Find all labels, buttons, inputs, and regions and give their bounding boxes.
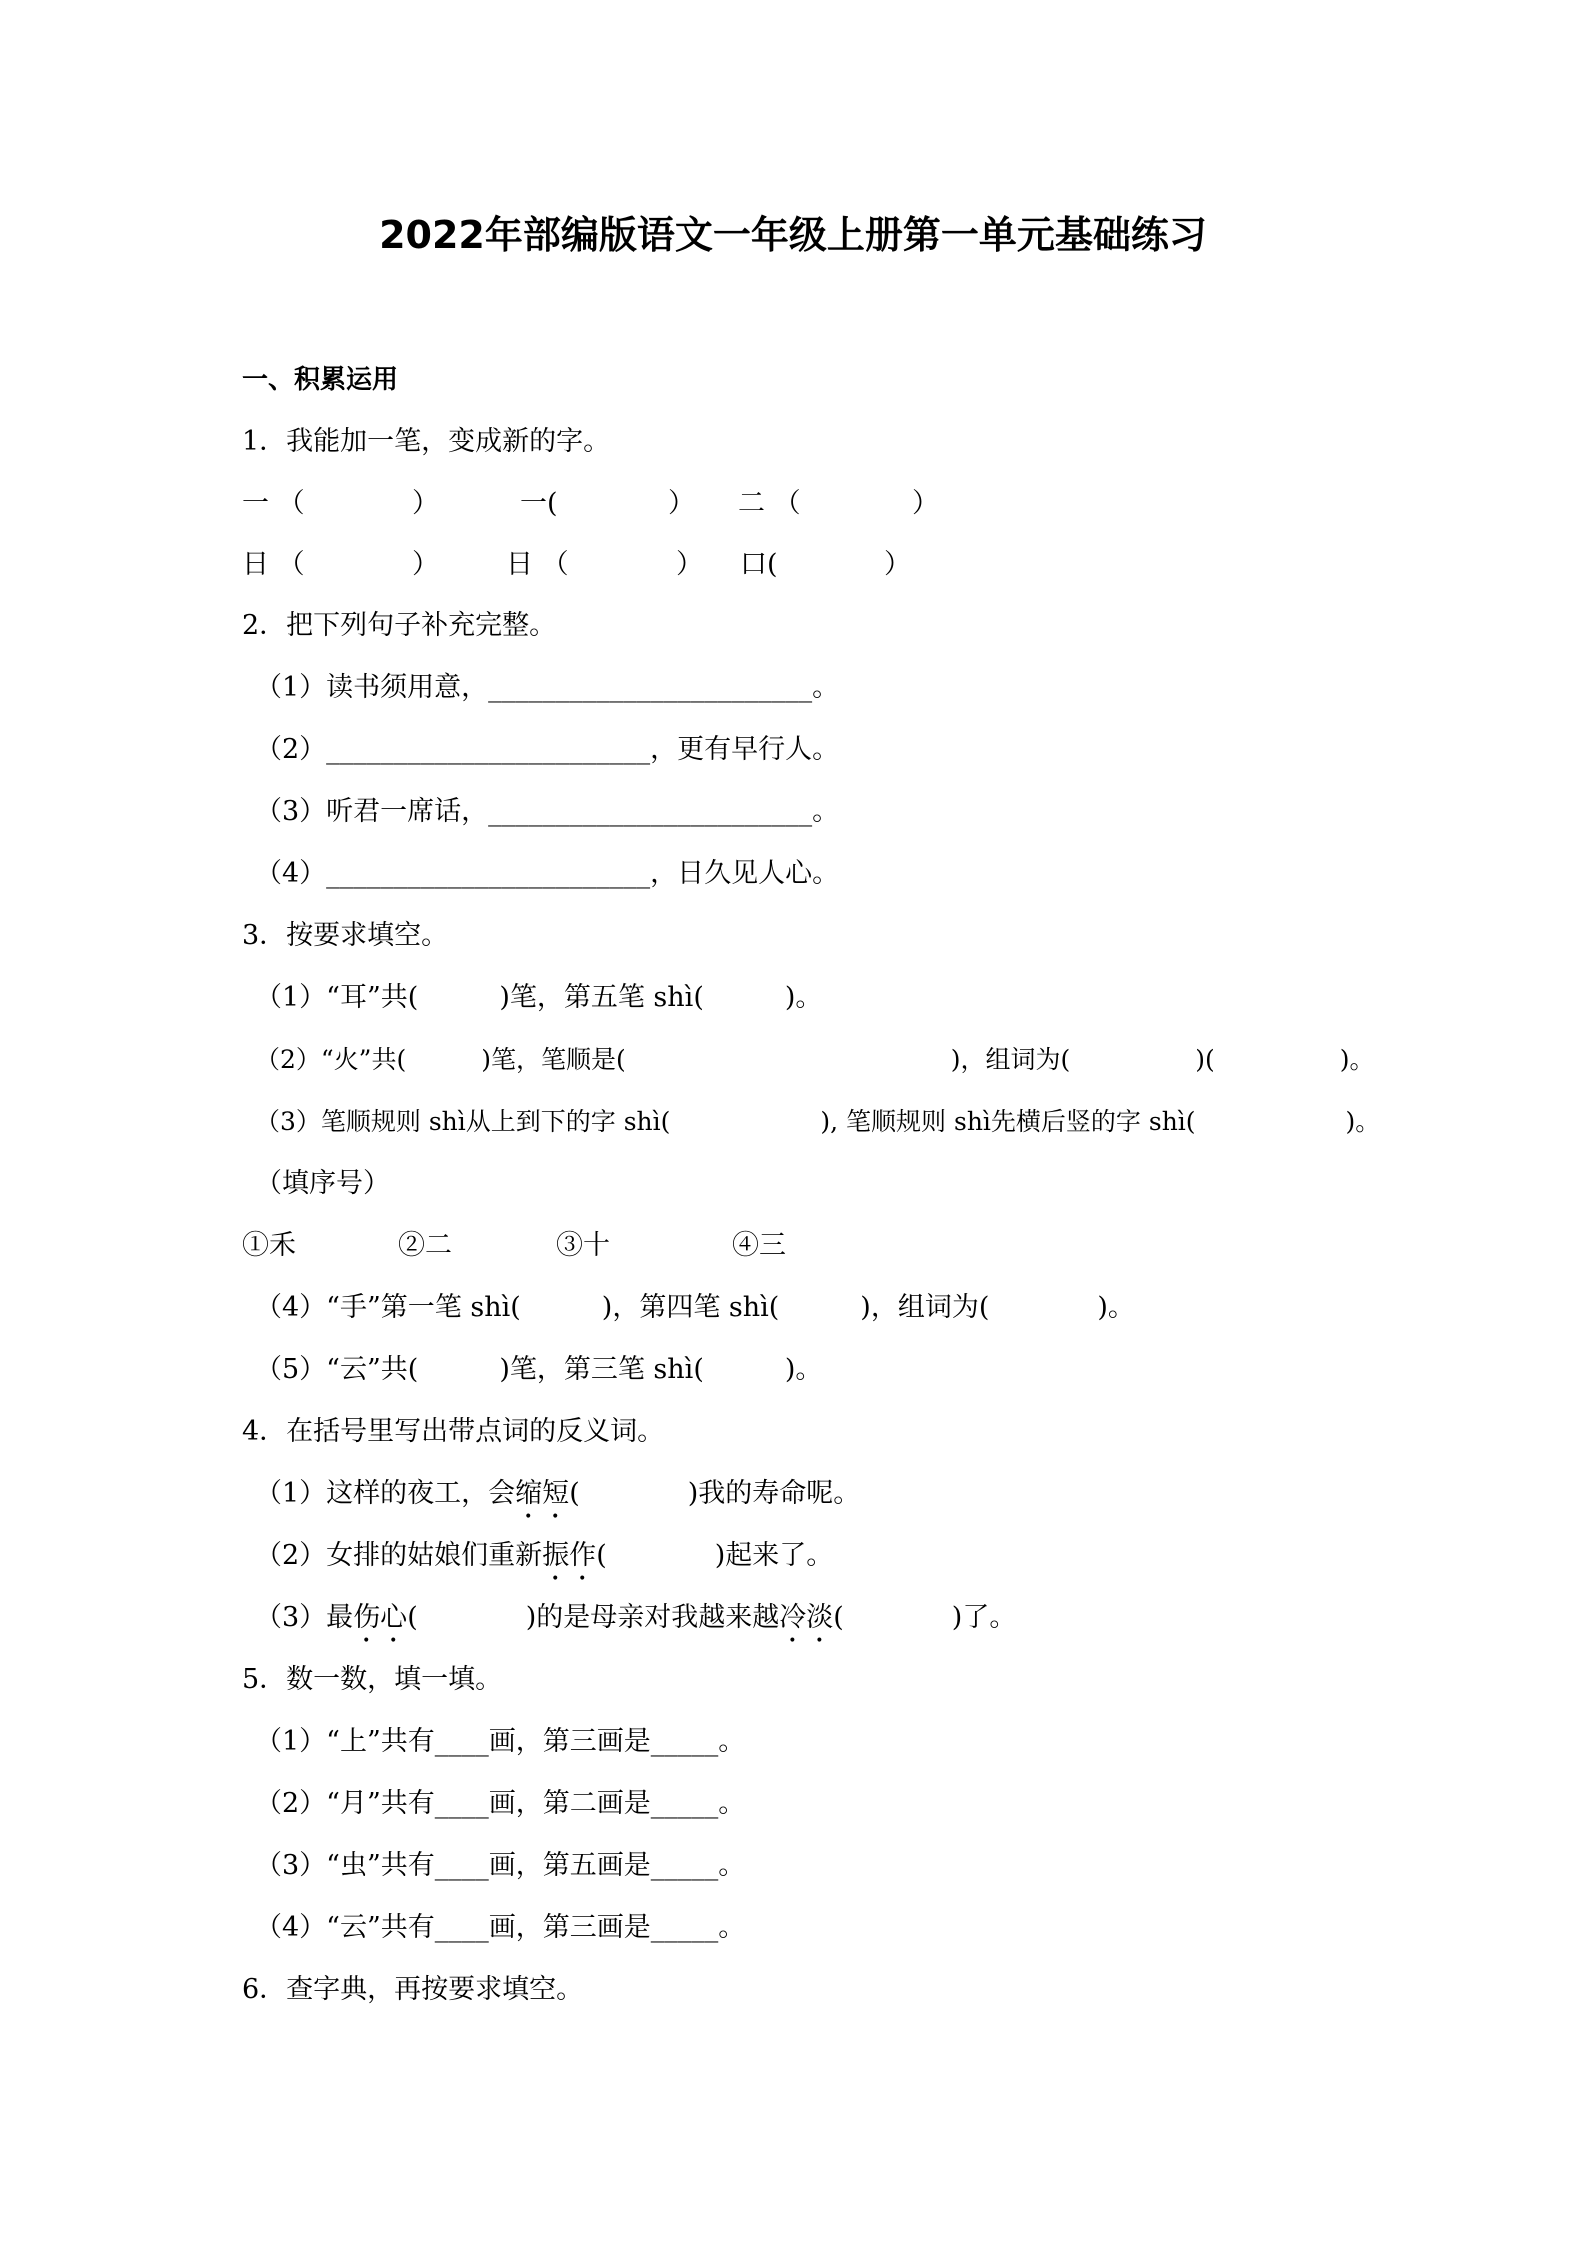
q5-line-1: （1）“上”共有____画，第三画是_____。 xyxy=(255,1726,746,1757)
q2-line-4: （4）________________________，日久见人心。 xyxy=(255,858,840,889)
q3-line-1: （1）“耳”共( )笔，第五笔 shì( )。 xyxy=(255,982,823,1013)
question-3-stem: 3．按要求填空。 xyxy=(242,920,449,951)
q5-line-3: （3）“虫”共有____画，第五画是_____。 xyxy=(255,1850,746,1881)
q1-row1-c-open: 二 （ xyxy=(738,488,801,519)
q4-line-3-text: （3）最 xyxy=(255,1602,354,1633)
q4-line-1-dotted-word: 缩短 xyxy=(515,1478,570,1509)
question-1-stem: 1．我能加一笔，变成新的字。 xyxy=(242,426,611,457)
q3-line-3-note: （填序号） xyxy=(255,1168,390,1199)
q5-line-2: （2）“月”共有____画，第二画是_____。 xyxy=(255,1788,746,1819)
q1-row2-b-close: ） xyxy=(676,549,703,580)
q4-line-3-rest: ( )了。 xyxy=(833,1602,1017,1633)
q3-line-3: （3）笔顺规则 shì从上到下的字 shì( ), 笔顺规则 shì先横后竖的字 shì( )。 xyxy=(255,1107,1381,1136)
q1-row1-b-close: ） xyxy=(668,488,695,519)
q2-line-2: （2）________________________，更有早行人。 xyxy=(255,734,840,765)
q1-row1-b-open: 一( xyxy=(520,488,558,519)
q4-line-2-dotted-word: 振作 xyxy=(542,1540,597,1571)
section-heading: 一、积累运用 xyxy=(242,365,399,395)
q4-line-1-text: （1）这样的夜工，会 xyxy=(255,1478,516,1509)
q3-option-2: ②二 xyxy=(398,1230,452,1261)
q1-row1-c-close: ） xyxy=(912,488,939,519)
q4-line-2-text: （2）女排的姑娘们重新 xyxy=(255,1540,543,1571)
q3-option-3: ③十 xyxy=(556,1230,610,1261)
question-2-stem: 2．把下列句子补充完整。 xyxy=(242,610,557,641)
q2-line-3: （3）听君一席话，________________________。 xyxy=(255,796,840,827)
q1-row2-c-close: ） xyxy=(884,549,911,580)
q4-line-3 xyxy=(255,1600,1016,1649)
page-title: 2022年部编版语文一年级上册第一单元基础练习 xyxy=(379,213,1207,257)
q4-line-3-dotted-word-2: 冷淡 xyxy=(779,1602,834,1633)
q5-line-4: （4）“云”共有____画，第三画是_____。 xyxy=(255,1912,746,1943)
q3-line-2: （2）“火”共( )笔，笔顺是( )，组词为( )( )。 xyxy=(255,1045,1375,1074)
q4-line-1-rest: ( )我的寿命呢。 xyxy=(569,1478,861,1509)
q1-row2-c-open: 口( xyxy=(740,549,778,580)
q1-row1-a-open: 一 （ xyxy=(242,488,305,519)
q4-line-1 xyxy=(255,1476,860,1525)
question-6-stem: 6．查字典，再按要求填空。 xyxy=(242,1974,584,2005)
q1-row2-b-open: 日 （ xyxy=(506,549,569,580)
q4-line-2 xyxy=(255,1538,833,1587)
q1-row2-a-open: 日 （ xyxy=(242,549,305,580)
q3-option-1: ①禾 xyxy=(242,1230,296,1261)
q3-line-4: （4）“手”第一笔 shì( )，第四笔 shì( )，组词为( )。 xyxy=(255,1292,1135,1323)
q4-line-2-rest: ( )起来了。 xyxy=(596,1540,834,1571)
q1-row1-a-close: ） xyxy=(412,488,439,519)
q3-line-5: （5）“云”共( )笔，第三笔 shì( )。 xyxy=(255,1354,823,1385)
q2-line-1: （1）读书须用意，________________________。 xyxy=(255,672,840,703)
question-5-stem: 5．数一数，填一填。 xyxy=(242,1664,503,1695)
q3-option-4: ④三 xyxy=(732,1230,786,1261)
q4-line-3-dotted-word-1: 伤心 xyxy=(353,1602,408,1633)
question-4-stem: 4．在括号里写出带点词的反义词。 xyxy=(242,1416,665,1447)
q4-line-3-mid: ( )的是母亲对我越来越 xyxy=(407,1602,780,1633)
q1-row2-a-close: ） xyxy=(412,549,439,580)
